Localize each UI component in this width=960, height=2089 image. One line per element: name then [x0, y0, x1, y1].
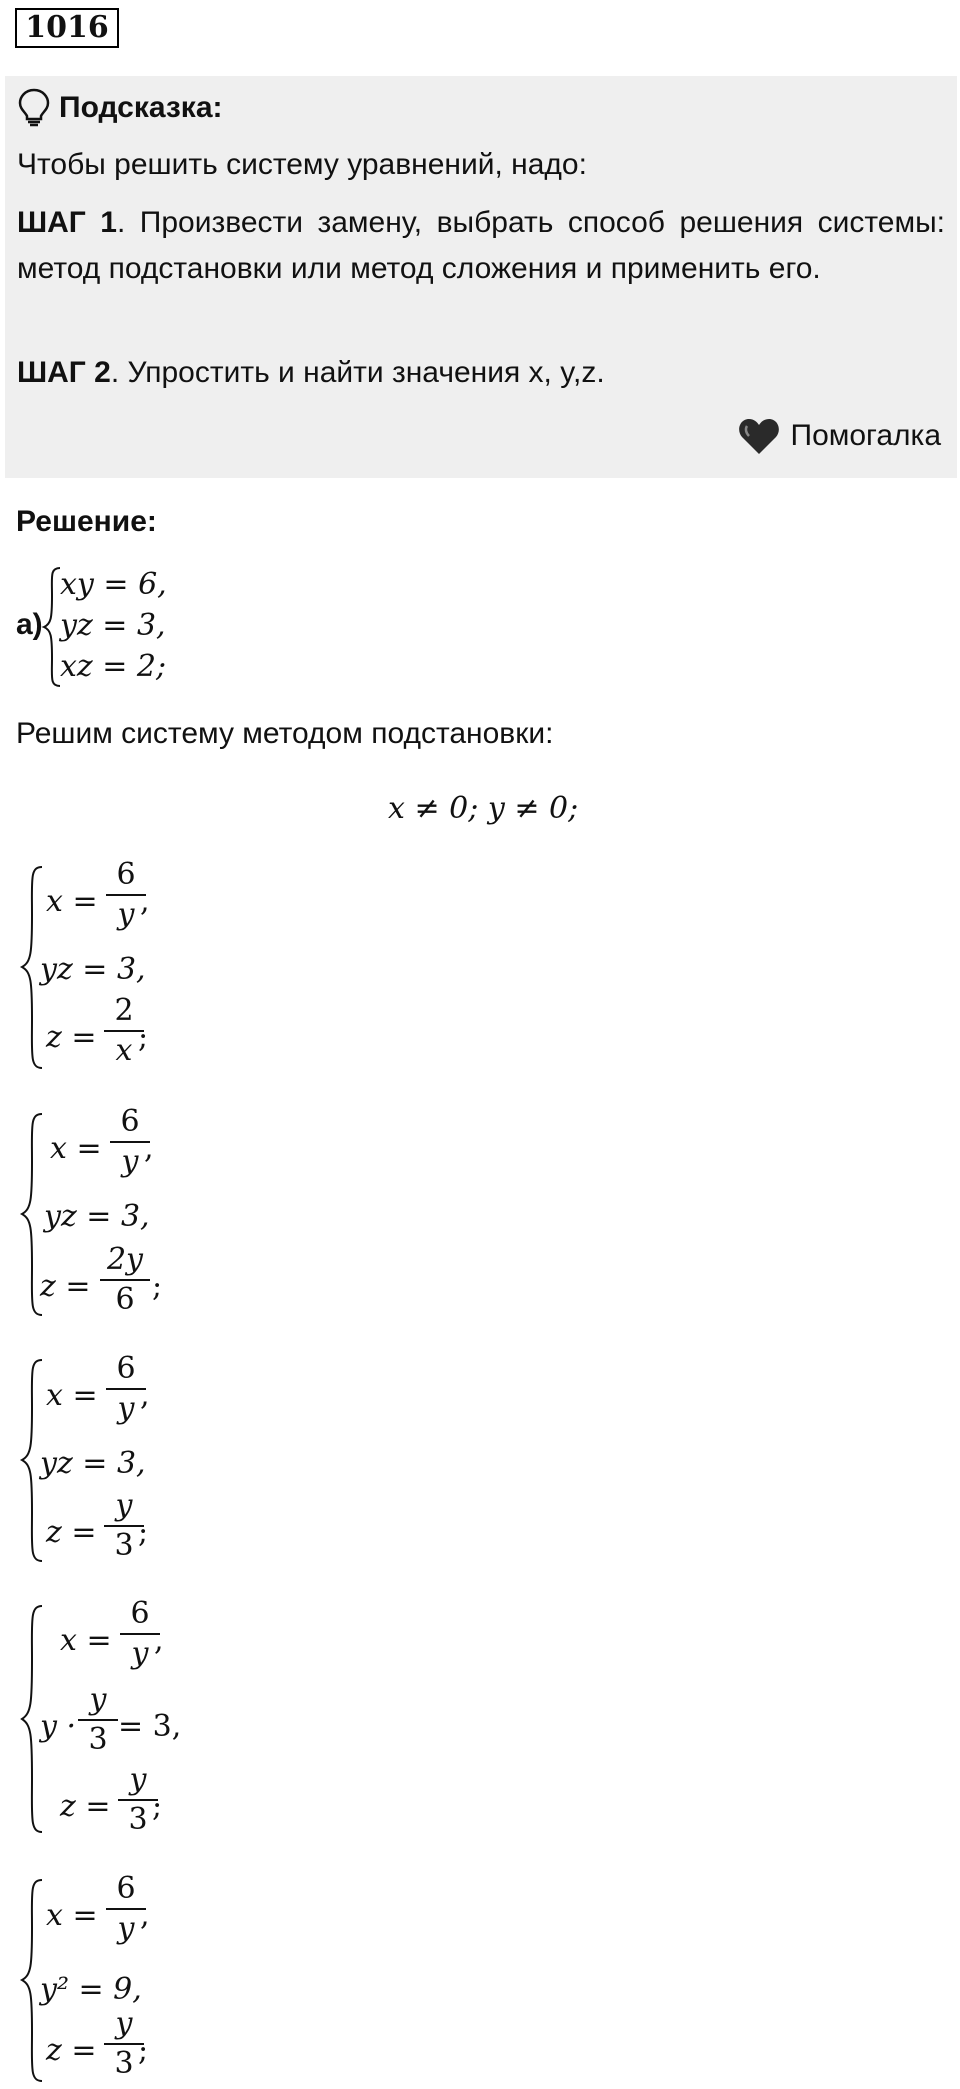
- fraction: 6 y: [106, 1352, 146, 1426]
- system-line: yz = 3,: [60, 608, 166, 643]
- hint-header: [17, 88, 223, 128]
- equation: x =: [46, 1378, 98, 1413]
- equation: z =: [46, 1515, 97, 1550]
- step1-label: ШАГ 1: [17, 206, 117, 239]
- fraction: y 3: [104, 1489, 144, 1563]
- fraction: 6 y: [106, 858, 146, 932]
- condition: x ≠ 0; y ≠ 0;: [388, 791, 579, 826]
- solution-title: Решение:: [16, 505, 157, 538]
- equation: = 3,: [118, 1709, 182, 1744]
- helper-label[interactable]: Помогалка: [790, 419, 941, 452]
- step1-text: . Произвести замену, выбрать способ решения системы: метод подстановки или метод сложения и применить его.: [17, 206, 945, 285]
- equation: z =: [40, 1269, 91, 1304]
- hint-step2: [17, 350, 945, 396]
- fraction: 2 x: [104, 994, 144, 1068]
- step2-label: ШАГ 2: [17, 356, 111, 389]
- hint-step1: [17, 200, 945, 292]
- equation: x =: [50, 1131, 102, 1166]
- fraction: y 3: [104, 2007, 144, 2081]
- lightbulb-icon: [17, 88, 51, 128]
- equation: x =: [60, 1623, 112, 1658]
- hint-intro: Чтобы решить систему уравнений, надо:: [17, 148, 587, 181]
- equation: yz = 3,: [44, 1199, 150, 1234]
- system-line: xz = 2;: [60, 649, 167, 684]
- method-text: Решим систему методом подстановки:: [16, 717, 554, 750]
- left-brace: [42, 566, 62, 688]
- fraction: y 3: [118, 1763, 158, 1837]
- equation: y ·: [40, 1709, 77, 1744]
- fraction: 6 y: [110, 1105, 150, 1179]
- equation: z =: [60, 1789, 111, 1824]
- equation: yz = 3,: [40, 952, 146, 987]
- fraction: 6 y: [106, 1872, 146, 1946]
- heart-icon: [737, 416, 781, 456]
- equation: y² = 9,: [40, 1972, 142, 2007]
- system-line: xy = 6,: [60, 567, 167, 602]
- helper-link[interactable]: [737, 416, 942, 456]
- part-label: а): [16, 608, 43, 641]
- step2-text: . Упростить и найти значения x, y,z.: [110, 356, 605, 389]
- equation: yz = 3,: [40, 1446, 146, 1481]
- equation: z =: [46, 2033, 97, 2068]
- fraction: 2y 6: [100, 1243, 150, 1317]
- problem-number: 1016: [15, 8, 119, 48]
- hint-box: [5, 76, 957, 478]
- equation: x =: [46, 884, 98, 919]
- fraction: 6 y: [120, 1597, 160, 1671]
- equation: z =: [46, 1020, 97, 1055]
- equation: x =: [46, 1898, 98, 1933]
- hint-title: Подсказка:: [59, 91, 223, 124]
- fraction: y 3: [78, 1683, 118, 1757]
